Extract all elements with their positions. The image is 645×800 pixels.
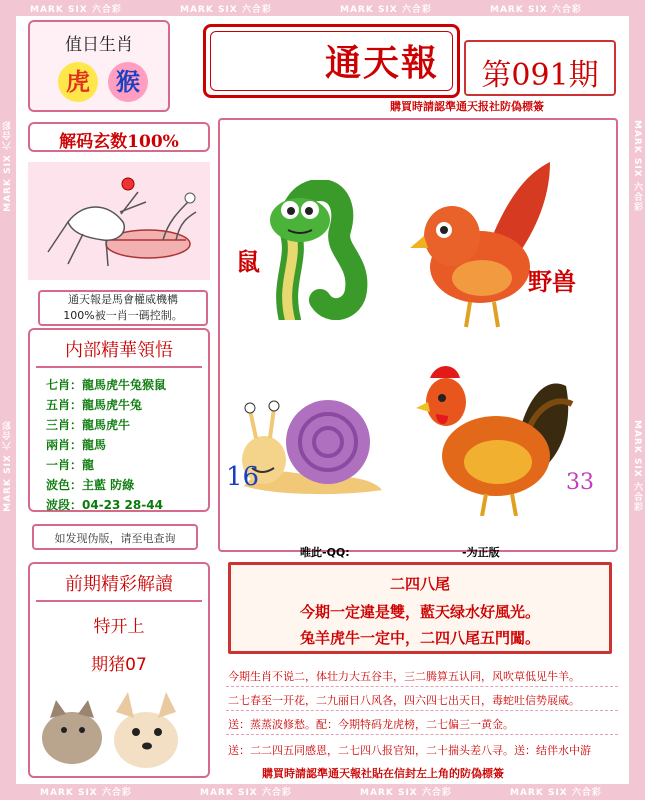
notice-line: 通天報是馬會權威機構 — [68, 293, 178, 306]
page-title: 通天報 — [324, 42, 439, 84]
pick-row: 兩肖：龍馬 — [46, 438, 107, 452]
snake-image — [260, 180, 370, 320]
pick-row: 五肖：龍馬虎牛兔 — [46, 398, 143, 412]
watermark: MARK SIX 六合彩 — [490, 5, 582, 15]
bird-image — [410, 152, 560, 332]
watermark: MARK SIX 六合彩 — [180, 5, 272, 15]
notice-line: 100%被一肖一碼控制。 — [63, 309, 183, 322]
issue-panel — [464, 40, 616, 96]
fake-report-notice — [32, 524, 198, 550]
label-rat: 鼠 — [236, 247, 260, 276]
poem-line: 兔羊虎牛一定中，二四八尾五門闖。 — [299, 629, 540, 647]
watermark: MARK SIX 六合彩 — [632, 120, 642, 212]
issue-number: 第091期 — [481, 58, 599, 93]
pick-row: 波色：主藍 防綠 — [46, 478, 135, 492]
verse-line: 二七春至一开花，二九丽日八风各，四六四七出天日，毒蛇吐信势展威。 — [228, 694, 580, 707]
verse-line: 送：蒸蒸波修愁。配：今期特码龙虎榜，二七偏三一黄金。 — [228, 718, 514, 731]
rooster-image — [416, 356, 576, 516]
kitten-puppy-image — [36, 682, 204, 772]
inner-picks-panel — [28, 328, 210, 512]
decode-text: 解码玄数100% — [59, 132, 179, 152]
watermark: MARK SIX 六合彩 — [3, 420, 13, 512]
qq-label: 唯此-QQ: — [300, 546, 350, 559]
divider — [226, 686, 618, 687]
pick-row: 三肖：龍馬虎牛 — [46, 418, 131, 432]
divider — [36, 600, 202, 602]
past-special-label: 特开上 — [93, 617, 145, 637]
watermark: MARK SIX 六合彩 — [30, 5, 122, 15]
zodiac-panel — [28, 20, 170, 112]
watermark: MARK SIX 六合彩 — [340, 5, 432, 15]
label-beast: 野兽 — [528, 267, 576, 296]
number-left: 16 — [226, 462, 260, 492]
past-issue-panel — [28, 562, 210, 778]
genuine-label: -为正版 — [462, 546, 500, 559]
watermark: MARK SIX 六合彩 — [3, 120, 13, 212]
decode-banner — [28, 122, 210, 152]
fake-report-text: 如发现伪版，请至电查询 — [54, 532, 176, 545]
anti-fake-notice: 購買時請認準通天报社防偽標簽 — [390, 100, 544, 113]
pick-row: 一肖：龍 — [46, 458, 95, 472]
pick-row: 波段：04-23 28-44 — [46, 498, 163, 512]
zodiac-monkey: 猴 — [108, 62, 148, 102]
main-image-panel — [218, 118, 618, 552]
verse-line: 今期生肖不说二，体壮力大五谷丰，三二腾算五认同，风吹草低见牛羊。 — [228, 670, 580, 683]
authority-notice — [38, 290, 208, 326]
pick-row: 七肖：龍馬虎牛兔猴鼠 — [46, 378, 167, 392]
watermark: MARK SIX 六合彩 — [40, 788, 132, 798]
title-panel — [203, 24, 460, 98]
cartoon-sketch-image — [28, 162, 210, 280]
divider — [226, 710, 618, 711]
poem-panel — [228, 562, 612, 654]
bottom-anti-fake-notice: 購買時請認準通天報社貼在信封左上角的防偽標簽 — [262, 767, 504, 780]
watermark: MARK SIX 六合彩 — [632, 420, 642, 512]
watermark: MARK SIX 六合彩 — [200, 788, 292, 798]
zodiac-tiger: 虎 — [58, 62, 98, 102]
divider — [226, 734, 618, 735]
divider — [36, 366, 202, 368]
past-result: 期猪07 — [91, 655, 147, 675]
poem-line: 今期一定違是雙，藍天绿水好風光。 — [299, 603, 540, 621]
watermark: MARK SIX 六合彩 — [510, 788, 602, 798]
watermark: MARK SIX 六合彩 — [360, 788, 452, 798]
past-issue-title: 前期精彩解讀 — [65, 574, 173, 595]
zodiac-title: 值日生肖 — [65, 35, 133, 55]
number-right: 33 — [566, 470, 594, 495]
poem-head: 二四八尾 — [389, 575, 450, 593]
verse-line: 送：二二四五同感恩，二七四八报官知，二十揣头差八寻。送：结伴水中游 — [228, 744, 591, 757]
inner-picks-title: 内部精華領悟 — [65, 340, 173, 361]
